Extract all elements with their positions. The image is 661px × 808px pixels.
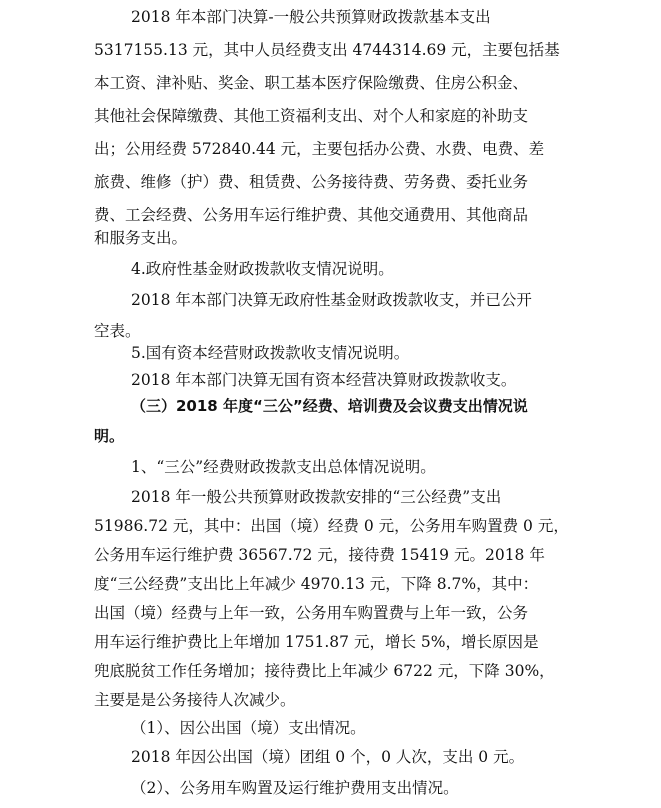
text-line: 明。 — [94, 427, 125, 445]
text-line: 其他社会保障缴费、其他工资福利支出、对个人和家庭的补助支 — [94, 107, 529, 125]
paragraph-state-capital: 2018 年本部门决算无国有资本经营决算财政拨款收支。 — [131, 371, 517, 389]
paragraph-overseas-expenditure: 2018 年因公出国（境）团组 0 个，0 人次，支出 0 元。 — [131, 748, 525, 766]
item-vehicle-expenditure: （2）、公务用车购置及运行维护费用支出情况。 — [131, 779, 459, 797]
text-line: 出国（境）经费与上年一致，公务用车购置费与上年一致，公务 — [94, 604, 529, 622]
text-line: 空表。 — [94, 322, 141, 340]
heading-state-capital: 5.国有资本经营财政拨款收支情况说明。 — [131, 344, 410, 362]
text-line: 度“三公经费”支出比上年减少 4970.13 元，下降 8.7%，其中： — [94, 575, 539, 593]
text-line: 出；公用经费 572840.44 元，主要包括办公费、水费、电费、差 — [94, 140, 545, 158]
text-line: 2018 年本部门决算无政府性基金财政拨款收支，并已公开 — [131, 291, 532, 309]
text-line: 2018 年一般公共预算财政拨款安排的“三公经费”支出 — [131, 488, 502, 506]
text-line: 2018 年本部门决算-一般公共预算财政拨款基本支出 — [131, 8, 491, 26]
text-line: 兜底脱贫工作任务增加；接待费比上年减少 6722 元，下降 30%， — [94, 662, 555, 680]
text-line: 旅费、维修（护）费、租赁费、公务接待费、劳务费、委托业务 — [94, 173, 529, 191]
item-overseas-expenditure: （1）、因公出国（境）支出情况。 — [131, 719, 366, 737]
text-line: 本工资、津补贴、奖金、职工基本医疗保险缴费、住房公积金、 — [94, 74, 529, 92]
text-line: 和服务支出。 — [94, 229, 188, 247]
subheading-three-public-overview: 1、“三公”经费财政拨款支出总体情况说明。 — [131, 458, 436, 476]
text-line: 5317155.13 元，其中人员经费支出 4744314.69 元，主要包括基 — [94, 41, 560, 59]
heading-government-fund: 4.政府性基金财政拨款收支情况说明。 — [131, 260, 394, 278]
text-line: 51986.72 元，其中：出国（境）经费 0 元，公务用车购置费 0 元， — [94, 517, 569, 535]
text-line: （三）2018 年度“三公”经费、培训费及会议费支出情况说 — [131, 397, 528, 415]
text-line: 费、工会经费、公务用车运行维护费、其他交通费用、其他商品 — [94, 206, 529, 224]
text-line: 用车运行维护费比上年增加 1751.87 元，增长 5%，增长原因是 — [94, 633, 539, 651]
text-line: 主要是是公务接待人次减少。 — [94, 691, 296, 709]
text-line: 公务用车运行维护费 36567.72 元，接待费 15419 元。2018 年 — [94, 546, 545, 564]
